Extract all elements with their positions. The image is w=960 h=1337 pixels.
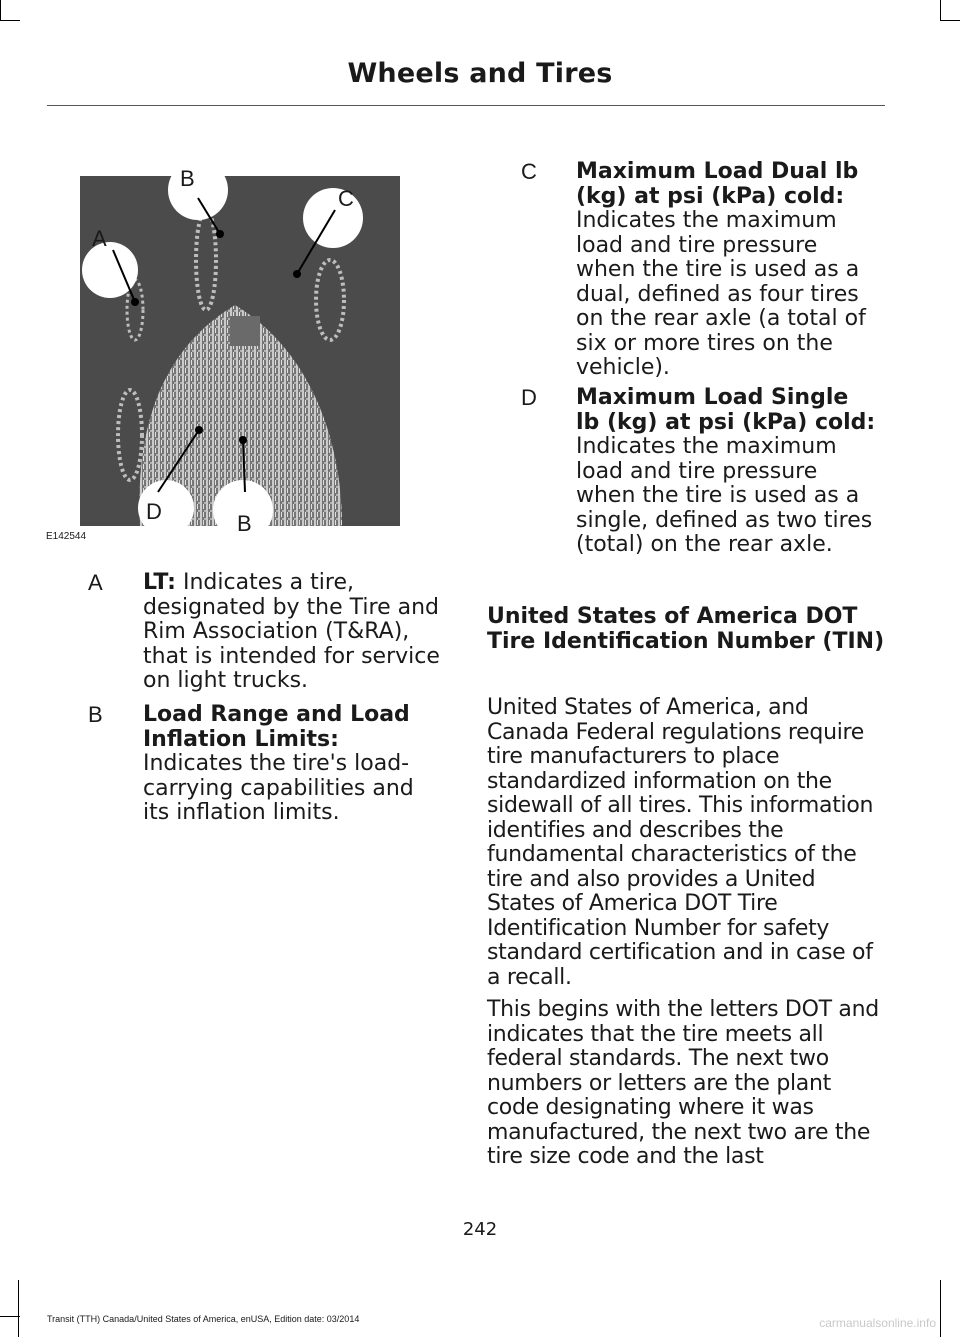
item-body [576,160,879,381]
page-number: 242 [462,1219,498,1240]
item-key: A [88,570,103,595]
callout-label: D [146,499,162,524]
footer-edition: Transit (TTH) Canada/United States of America, enUSA, Edition date: 03/2014 [47,1314,360,1324]
crop-mark [940,0,941,20]
item-key: B [88,702,103,727]
page-title: Wheels and Tires [347,58,613,89]
section-paragraph: This begins with the letters DOT and indicates that the tire meets all federal standards. The next two numbers or letters are the plant code designating where it was manufactured, the next two are the tire size code and the last [487,997,879,1169]
item-description: Indicates the maximum load and tire pressure when the tire is used as a dual, defined as four tires on the rear axle (a total of six or more tires on the vehicle). [576,208,866,380]
tire-sidewall-illustration [80,150,420,540]
callout-label: B [237,511,252,536]
callout-label: A [92,226,107,251]
item-term: Load Range and Load Inflation Limits: [143,702,410,752]
item-description: Indicates the maximum load and tire pressure when the tire is used as a single, defined as two tires (total) on the rear axle. [576,434,873,557]
item-term: LT: [143,570,176,595]
crop-mark [940,20,960,21]
title-divider [47,105,885,106]
crop-mark [18,1280,19,1337]
crop-mark [0,0,1,20]
crop-mark [0,20,20,21]
crop-mark [0,1316,20,1317]
item-key: C [521,159,537,184]
tire-sidewall-figure [80,150,420,540]
watermark: carmanualsonline.info [819,1316,936,1330]
crop-mark [940,1280,941,1337]
callout-label: C [338,186,354,211]
item-body [143,571,440,694]
item-body [143,703,440,826]
item-description: Indicates the tire's load-carrying capabilities and its inflation limits. [143,751,414,825]
figure-code: E142544 [46,531,87,542]
item-key: D [521,385,537,410]
section-heading: United States of America DOT Tire Identification Number (TIN) [487,604,885,654]
item-description: Indicates a tire, designated by the Tire and Rim Association (T&RA), that is intended for service on light trucks. [143,570,440,693]
item-term: Maximum Load Dual lb (kg) at psi (kPa) cold: [576,159,859,209]
item-body [576,386,879,558]
section-paragraph: United States of America, and Canada Federal regulations require tire manufacturers to place standardized information on the sidewall of all tires. This information identifies and describes the fundamental characteristics of the tire and also provides a United States of America DOT Tire Identification Number for safety standard certification and in case of a recall. [487,695,874,990]
item-term: Maximum Load Single lb (kg) at psi (kPa) cold: [576,385,876,435]
callout-label: B [180,166,195,191]
